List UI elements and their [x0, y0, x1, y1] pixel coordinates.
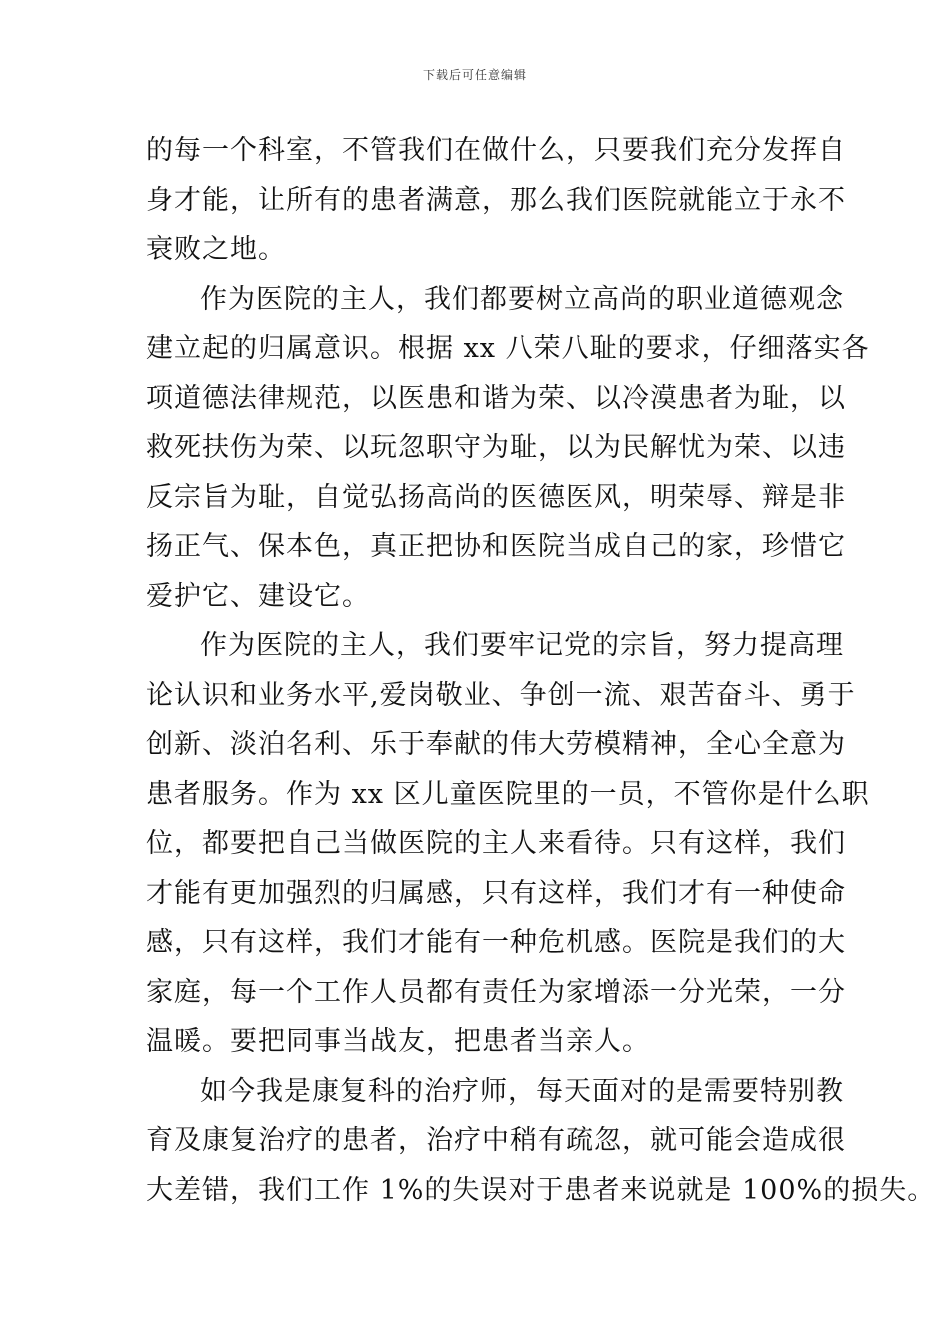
text-line: 的每一个科室，不管我们在做什么，只要我们充分发挥自	[146, 135, 846, 166]
text-line: 建立起的归属意识。根据 xx 八荣八耻的要求，仔细落实各	[146, 333, 870, 364]
text-line: 创新、淡泊名利、乐于奉献的伟大劳模精神，全心全意为	[146, 729, 846, 760]
paragraph-start-line: 如今我是康复科的治疗师，每天面对的是需要特别教	[200, 1075, 844, 1107]
text-line: 衰败之地。	[146, 234, 286, 265]
text-line: 感，只有这样，我们才能有一种危机感。医院是我们的大	[146, 927, 846, 958]
text-line: 温暖。要把同事当战友，把患者当亲人。	[146, 1026, 650, 1057]
text-line: 扬正气、保本色，真正把协和医院当成自己的家，珍惜它	[146, 531, 846, 562]
text-line: 爱护它、建设它。	[146, 580, 370, 612]
text-line: 论认识和业务水平,爱岗敬业、争创一流、艰苦奋斗、勇于	[146, 679, 856, 711]
text-line: 项道德法律规范，以医患和谐为荣、以冷漠患者为耻，以	[146, 382, 846, 414]
paragraph-start-line: 作为医院的主人，我们要牢记党的宗旨，努力提高理	[200, 630, 844, 661]
text-line: 才能有更加强烈的归属感，只有这样，我们才有一种使命	[146, 877, 846, 909]
text-line: 救死扶伤为荣、以玩忽职守为耻，以为民解忧为荣、以违	[146, 432, 846, 463]
text-line: 位，都要把自己当做医院的主人来看待。只有这样，我们	[146, 828, 846, 859]
text-line: 身才能，让所有的患者满意，那么我们医院就能立于永不	[146, 184, 846, 216]
text-line: 反宗旨为耻，自觉弘扬高尚的医德医风，明荣辱、辩是非	[146, 481, 846, 513]
document-body	[146, 126, 936, 1215]
text-line: 育及康复治疗的患者，治疗中稍有疏忽，就可能会造成很	[146, 1125, 846, 1156]
paragraph-start-line: 作为医院的主人，我们都要树立高尚的职业道德观念	[200, 283, 844, 315]
page-header: 下载后可任意编辑	[422, 68, 527, 82]
text-line: 家庭，每一个工作人员都有责任为家增添一分光荣，一分	[146, 976, 846, 1008]
text-line: 患者服务。作为 xx 区儿童医院里的一员，不管你是什么职	[146, 778, 870, 810]
text-line: 大差错，我们工作 1%的失误对于患者来说就是 100%的损失。	[146, 1174, 936, 1206]
